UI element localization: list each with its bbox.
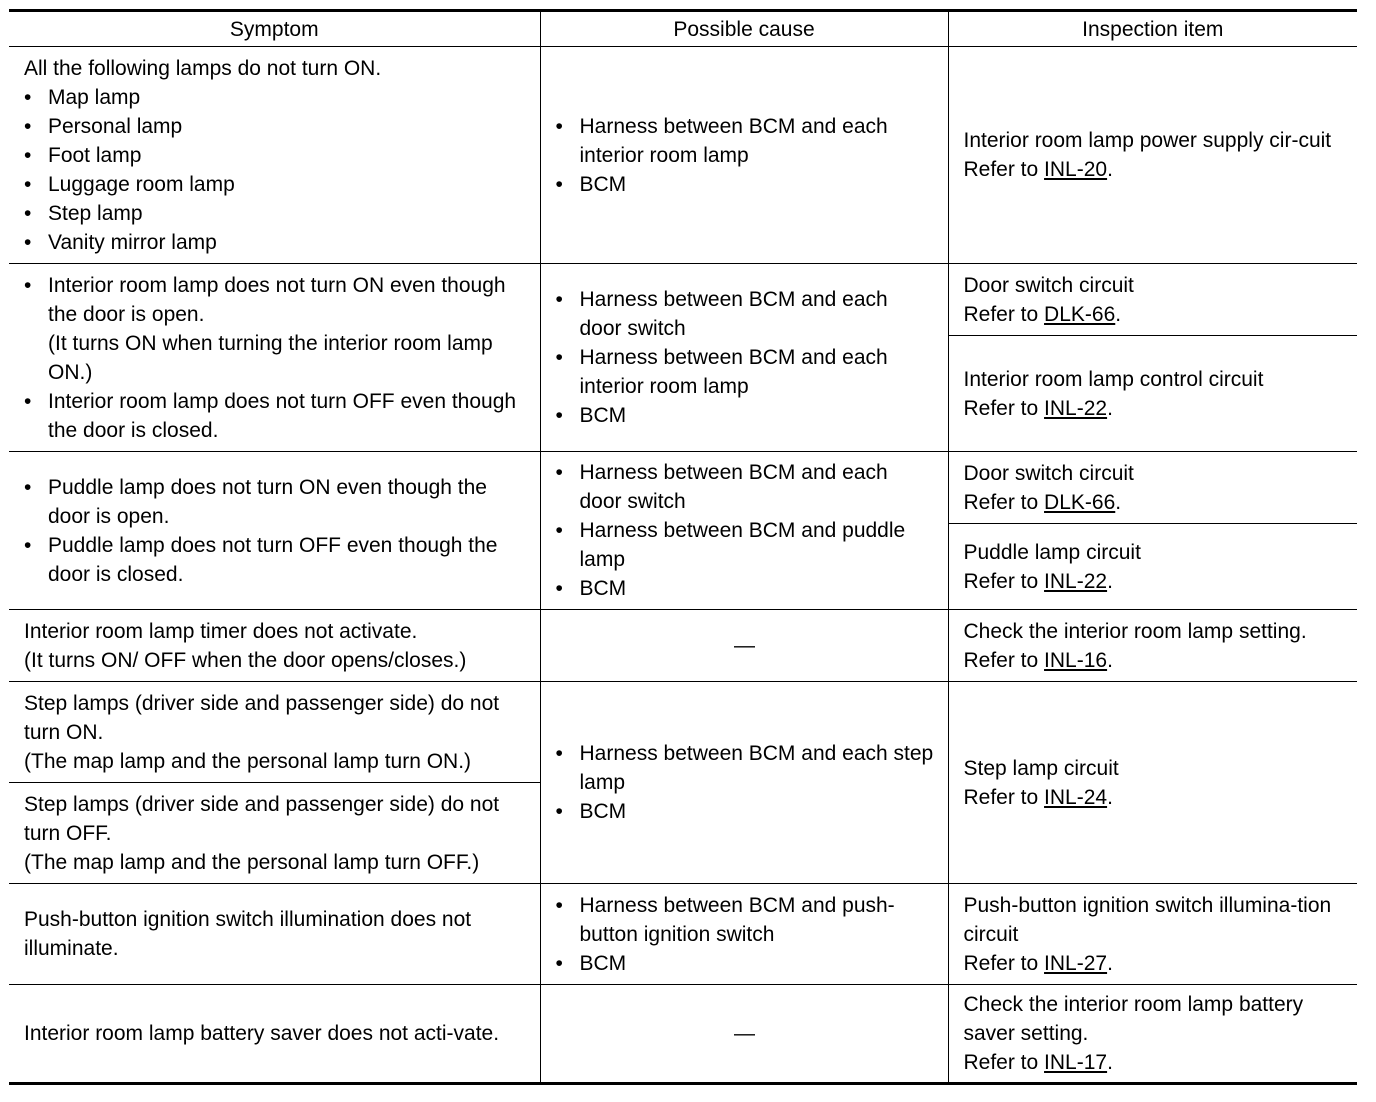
header-inspection-item: Inspection item — [948, 11, 1357, 47]
cause-list — [556, 285, 934, 430]
ref-link-dlk-66[interactable]: DLK-66 — [1044, 302, 1116, 326]
refer-prefix: Refer to — [963, 396, 1045, 420]
inspection-cell — [948, 884, 1357, 985]
table-row — [9, 452, 1357, 524]
list-item: • BCM — [556, 170, 934, 199]
inspection-cell — [948, 264, 1357, 336]
inspection-cell — [948, 524, 1357, 610]
inspection-text: Interior room lamp power supply cir-cuit — [963, 129, 1332, 152]
symptom-note: (It turns ON/ OFF when the door opens/closes.) — [24, 648, 467, 672]
list-item: • Vanity mirror lamp — [24, 228, 526, 257]
list-item: • Personal lamp — [24, 112, 526, 141]
table-row — [9, 610, 1357, 682]
refer-prefix: Refer to — [963, 951, 1045, 975]
refer-prefix: Refer to — [963, 569, 1045, 593]
symptom-cell — [9, 884, 540, 985]
list-item: • Luggage room lamp — [24, 170, 526, 199]
table-row — [9, 985, 1357, 1084]
cause-cell — [540, 47, 948, 264]
list-item: • Harness between BCM and each step lamp — [556, 739, 934, 797]
dash: — — [734, 634, 755, 657]
ref-link-inl-20[interactable]: INL-20 — [1044, 158, 1108, 181]
inspection-text: Interior room lamp control circuit — [963, 367, 1264, 391]
table-row — [9, 682, 1357, 783]
refer-suffix: . — [1107, 951, 1113, 975]
inspection-cell — [948, 682, 1357, 884]
list-item: • BCM — [556, 949, 934, 978]
cause-cell — [540, 264, 948, 452]
refer-line — [964, 949, 1344, 978]
refer-prefix: Refer to — [963, 158, 1045, 181]
ref-link-inl-24[interactable]: INL-24 — [1044, 785, 1108, 809]
inspection-text: Check the interior room lamp setting. — [963, 619, 1307, 643]
list-item: • Harness between BCM and each interior room lamp — [556, 112, 934, 170]
refer-line — [964, 394, 1344, 423]
cause-list — [556, 739, 934, 826]
symptom-cell — [9, 985, 540, 1084]
inspection-text: Step lamp circuit — [963, 756, 1119, 780]
list-item: • Harness between BCM and puddle lamp — [556, 516, 934, 574]
list-item: • Harness between BCM and each door switch — [556, 458, 934, 516]
refer-prefix: Refer to — [963, 785, 1045, 809]
inspection-text: Door switch circuit — [963, 461, 1134, 485]
ref-link-inl-17[interactable]: INL-17 — [1044, 1051, 1108, 1074]
ref-link-inl-22[interactable]: INL-22 — [1044, 396, 1108, 420]
header-symptom: Symptom — [9, 11, 540, 47]
symptom-table — [9, 9, 1357, 1085]
inspection-cell — [948, 47, 1357, 264]
symptom-text: Interior room lamp does not turn ON even though the door is open. — [48, 273, 506, 326]
symptom-list — [24, 271, 526, 445]
refer-line — [964, 783, 1344, 812]
refer-suffix: . — [1107, 158, 1113, 181]
dash: — — [734, 1022, 755, 1045]
ref-link-inl-27[interactable]: INL-27 — [1044, 951, 1108, 975]
ref-link-inl-16[interactable]: INL-16 — [1044, 648, 1108, 672]
list-item: • Step lamp — [24, 199, 526, 228]
inspection-cell — [948, 452, 1357, 524]
ref-link-inl-22[interactable]: INL-22 — [1044, 569, 1108, 593]
symptom-cell — [9, 47, 540, 264]
inspection-cell — [948, 610, 1357, 682]
list-item: • Harness between BCM and each interior room lamp — [556, 343, 934, 401]
refer-line — [964, 155, 1344, 184]
symptom-text: Interior room lamp timer does not activate. — [24, 619, 418, 643]
symptom-cell — [9, 682, 540, 783]
refer-prefix: Refer to — [963, 490, 1045, 514]
symptom-text: Step lamps (driver side and passenger side) do not turn ON. — [24, 691, 500, 744]
table-row — [9, 264, 1357, 336]
list-item: • Interior room lamp does not turn OFF even though the door is closed. — [24, 387, 526, 445]
table-row — [9, 884, 1357, 985]
refer-prefix: Refer to — [963, 1051, 1045, 1074]
symptom-text: All the following lamps do not turn ON. — [24, 56, 382, 80]
refer-suffix: . — [1107, 785, 1113, 809]
symptom-list — [24, 473, 526, 589]
cause-cell — [540, 884, 948, 985]
symptom-text: Push-button ignition switch illumination does not illuminate. — [24, 908, 472, 960]
cause-list — [556, 458, 934, 603]
cause-cell — [540, 610, 948, 682]
refer-line — [964, 1048, 1344, 1077]
ref-link-dlk-66[interactable]: DLK-66 — [1044, 490, 1116, 514]
refer-suffix: . — [1107, 648, 1113, 672]
refer-prefix: Refer to — [963, 648, 1045, 672]
inspection-cell — [948, 336, 1357, 452]
list-item: • BCM — [556, 797, 934, 826]
symptom-note: (The map lamp and the personal lamp turn OFF.) — [24, 850, 480, 874]
list-item — [24, 271, 526, 387]
symptom-text: Step lamps (driver side and passenger side) do not turn OFF. — [24, 792, 500, 845]
refer-line — [964, 300, 1344, 329]
header-row — [9, 11, 1357, 47]
refer-suffix: . — [1107, 569, 1113, 593]
list-item: • Map lamp — [24, 83, 526, 112]
refer-line — [964, 646, 1344, 675]
list-item: • Harness between BCM and push-button ignition switch — [556, 891, 934, 949]
symptom-note: (It turns ON when turning the interior room lamp ON.) — [48, 331, 493, 384]
refer-suffix: . — [1107, 396, 1113, 420]
cause-cell — [540, 452, 948, 610]
symptom-list — [24, 83, 526, 257]
symptom-cell — [9, 783, 540, 884]
header-possible-cause: Possible cause — [540, 11, 948, 47]
symptom-cell — [9, 264, 540, 452]
list-item: • BCM — [556, 401, 934, 430]
cause-list — [556, 112, 934, 199]
inspection-text: Puddle lamp circuit — [963, 540, 1141, 564]
list-item: • BCM — [556, 574, 934, 603]
refer-suffix: . — [1115, 490, 1122, 514]
refer-line — [964, 567, 1344, 596]
symptom-cell — [9, 452, 540, 610]
list-item: • Puddle lamp does not turn ON even though the door is open. — [24, 473, 526, 531]
cause-cell — [540, 682, 948, 884]
inspection-text: Check the interior room lamp battery saver setting. — [963, 993, 1304, 1045]
inspection-text: Door switch circuit — [963, 273, 1134, 297]
cause-cell — [540, 985, 948, 1084]
symptom-note: (The map lamp and the personal lamp turn ON.) — [24, 749, 472, 773]
refer-prefix: Refer to — [963, 302, 1045, 326]
refer-line — [964, 488, 1344, 517]
cause-list — [556, 891, 934, 978]
refer-suffix: . — [1107, 1051, 1113, 1074]
inspection-text: Push-button ignition switch illumina-tion circuit — [963, 893, 1332, 946]
symptom-cell — [9, 610, 540, 682]
list-item: • Foot lamp — [24, 141, 526, 170]
list-item: • Puddle lamp does not turn OFF even though the door is closed. — [24, 531, 526, 589]
symptom-text: Interior room lamp battery saver does not acti-vate. — [24, 1022, 500, 1045]
table-row — [9, 47, 1357, 264]
list-item: • Harness between BCM and each door switch — [556, 285, 934, 343]
refer-suffix: . — [1115, 302, 1122, 326]
inspection-cell — [948, 985, 1357, 1084]
